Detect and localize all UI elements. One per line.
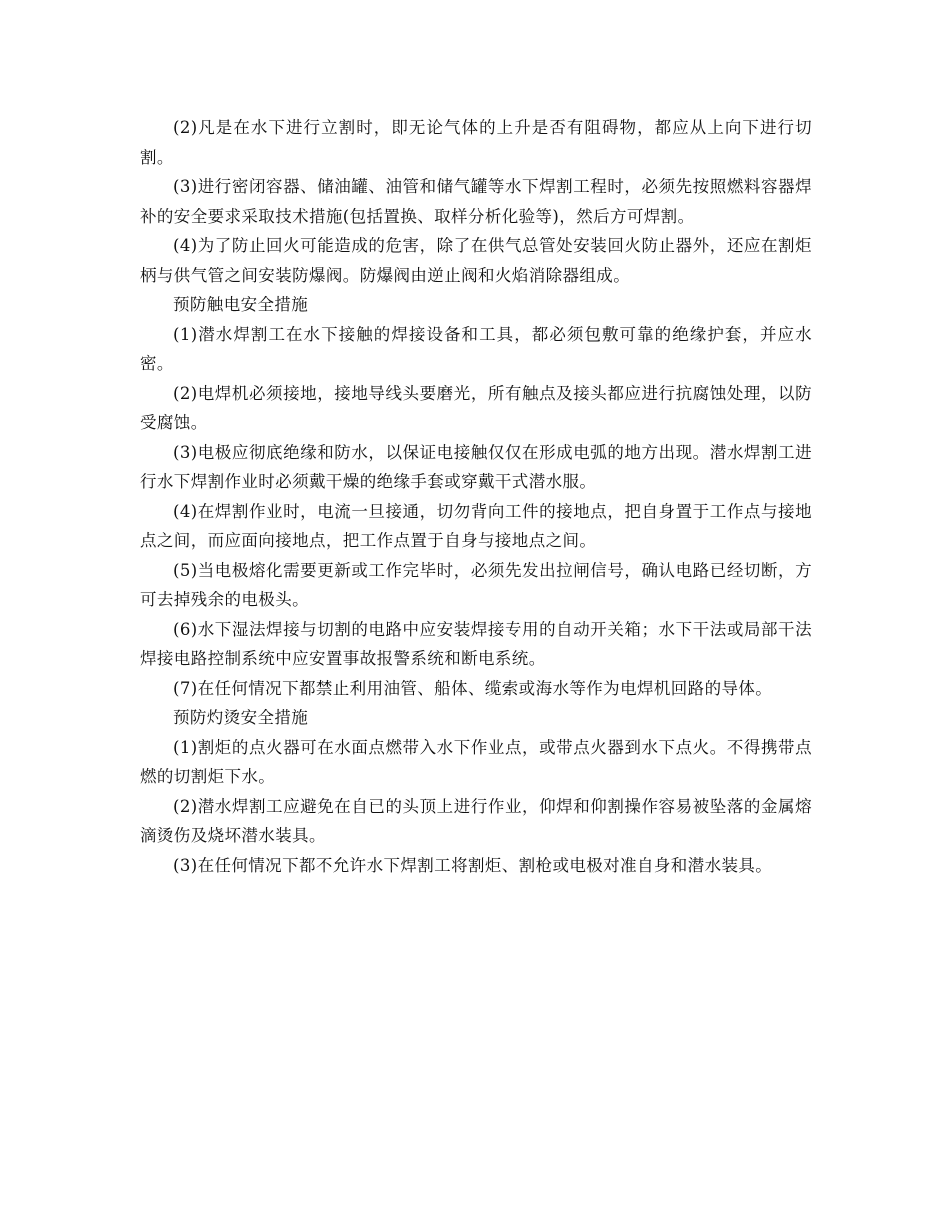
paragraph-igniter: (1)割炬的点火器可在水面点燃带入水下作业点，或带点火器到水下点火。不得携带点燃的切割炬下水。 — [140, 737, 812, 786]
document-body — [140, 113, 812, 880]
paragraph-grounding: (2)电焊机必须接地，接地导线头要磨光，所有触点及接头都应进行抗腐蚀处理，以防受腐蚀。 — [140, 383, 812, 432]
paragraph-cutting-direction: (2)凡是在水下进行立割时，即无论气体的上升是否有阻碍物，都应从上向下进行切割。 — [140, 118, 812, 167]
paragraph-electrode-insulation: (3)电极应彻底绝缘和防水，以保证电接触仅仅在形成电弧的地方出现。潜水焊割工进行水下焊割作业时必须戴干燥的绝缘手套或穿戴干式潜水服。 — [140, 442, 812, 491]
paragraph-insulation: (1)潜水焊割工在水下接触的焊接设备和工具，都必须包敷可靠的绝缘护套，并应水密。 — [140, 324, 812, 373]
paragraph-torch-direction: (3)在任何情况下都不允许水下焊割工将割炬、割枪或电极对准自身和潜水装具。 — [173, 855, 773, 875]
paragraph-overhead-work: (2)潜水焊割工应避免在自已的头顶上进行作业，仰焊和仰割操作容易被坠落的金属熔滴烫伤及烧坏潜水装具。 — [140, 796, 812, 845]
paragraph-switch-box: (6)水下湿法焊接与切割的电路中应安装焊接专用的自动开关箱；水下干法或局部干法焊接电路控制系统中应安置事故报警系统和断电系统。 — [140, 619, 812, 668]
paragraph-return-circuit: (7)在任何情况下都禁止利用油管、船体、缆索或海水等作为电焊机回路的导体。 — [173, 678, 773, 698]
heading-electric-shock: 预防触电安全措施 — [173, 295, 309, 314]
paragraph-ground-point: (4)在焊割作业时，电流一旦接通，切勿背向工件的接地点，把自身置于工作点与接地点之间，而应面向接地点，把工作点置于自身与接地点之间。 — [140, 501, 812, 550]
heading-burn-prevention: 预防灼烫安全措施 — [173, 708, 309, 727]
paragraph-electrode-replace: (5)当电极熔化需要更新或工作完毕时，必须先发出拉闸信号，确认电路已经切断，方可去掉残余的电极头。 — [140, 560, 812, 609]
paragraph-sealed-container: (3)进行密闭容器、储油罐、油管和储气罐等水下焊割工程时，必须先按照燃料容器焊补的安全要求采取技术措施(包括置换、取样分析化验等)，然后方可焊割。 — [140, 177, 812, 226]
paragraph-backfire: (4)为了防止回火可能造成的危害，除了在供气总管处安装回火防止器外，还应在割炬柄与供气管之间安装防爆阀。防爆阀由逆止阀和火焰消除器组成。 — [140, 236, 812, 285]
